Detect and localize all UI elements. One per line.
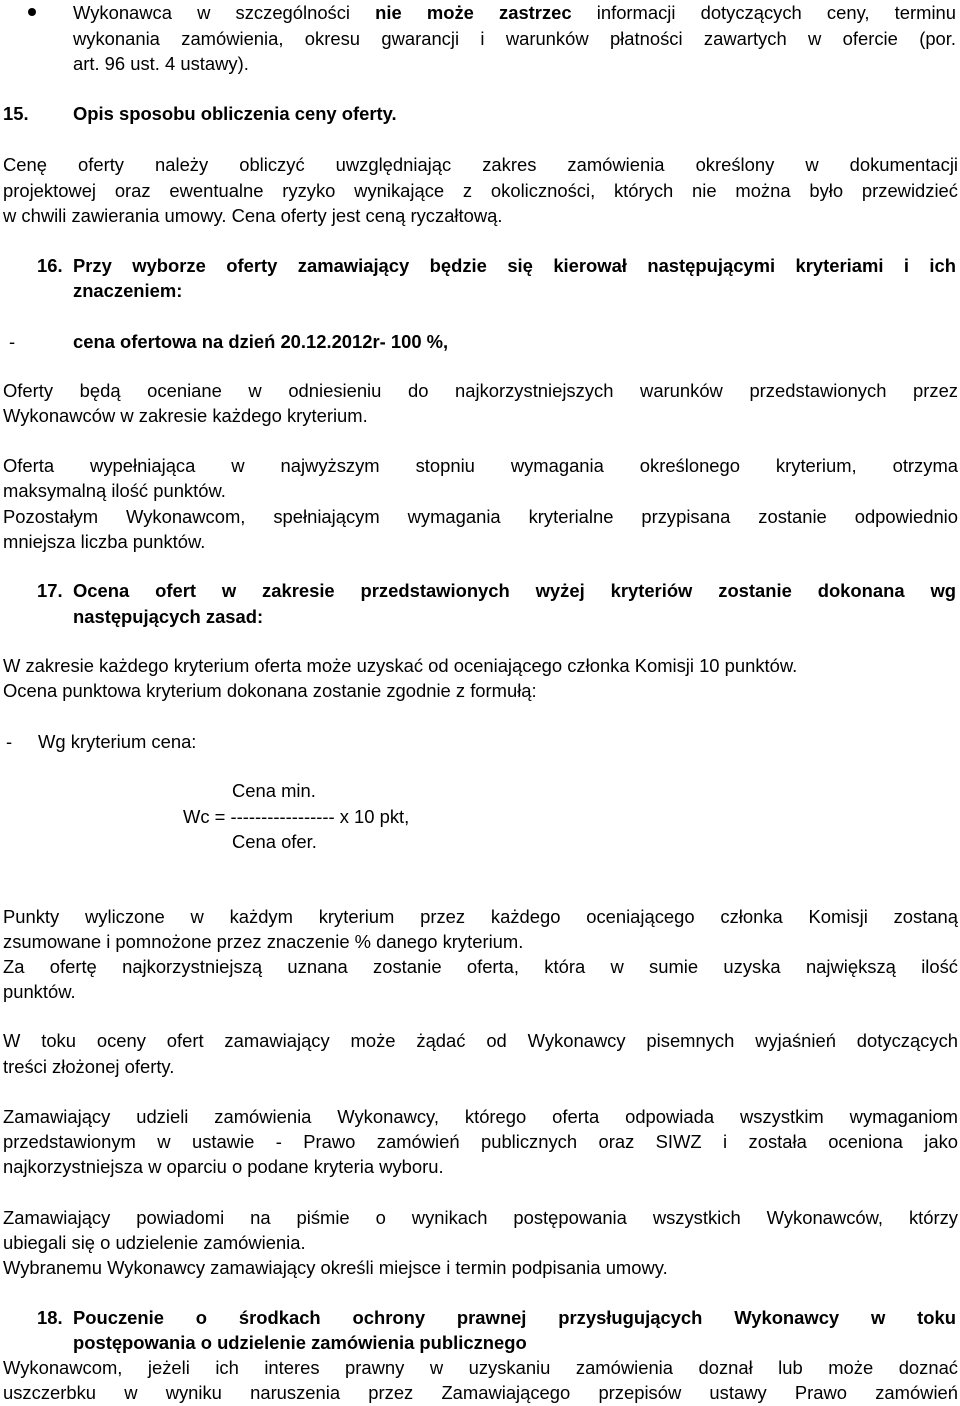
formula-numerator: Cena min. (232, 780, 316, 801)
s17-line-1: W zakresie każdego kryterium oferta może uzyskać od oceniającego członka Komisji 10 punktów. (3, 655, 798, 676)
section-17-title-1: Ocena ofert w zakresie przedstawionych wyżej kryteriów zostanie dokonana wg (73, 580, 956, 601)
s15-line-1: Cenę oferty należy obliczyć uwzględniając zakres zamówienia określony w dokumentacji (3, 154, 958, 175)
s17-q4-line-2: przedstawionym w ustawie - Prawo zamówień publicznych oraz SIWZ i została oceniona jako (3, 1131, 958, 1152)
s15-line-3: w chwili zawierania umowy. Cena oferty jest ceną ryczałtową. (3, 205, 503, 226)
s16-p1-line-1: Oferty będą oceniane w odniesieniu do najkorzystniejszych warunków przedstawionych przez (3, 380, 958, 401)
bullet-line-1: Wykonawca w szczególności nie może zastrzec informacji dotyczących ceny, terminu (73, 2, 956, 23)
s16-p1-line-2: Wykonawców w zakresie każdego kryterium. (3, 405, 368, 426)
s17-q4-line-1: Zamawiający udzieli zamówienia Wykonawcy, którego oferta odpowiada wszystkim wymaganiom (3, 1106, 958, 1127)
formula-dash: - (6, 731, 13, 752)
section-17-number: 17. (37, 580, 63, 601)
s17-line-2: Ocena punktowa kryterium dokonana zostanie zgodnie z formułą: (3, 680, 537, 701)
s16-p3-line-2: mniejsza liczba punktów. (3, 531, 206, 552)
formula-line: Wc = ----------------- x 10 pkt, (183, 806, 410, 827)
s17-q5-line-1: Zamawiający powiadomi na piśmie o wynikach postępowania wszystkich Wykonawców, którzy (3, 1207, 958, 1228)
s16-p2-line-1: Oferta wypełniająca w najwyższym stopniu wymagania określonego kryterium, otrzyma (3, 455, 958, 476)
s17-q3-line-1: W toku oceny ofert zamawiający może żądać od Wykonawcy pisemnych wyjaśnień dotyczących (3, 1030, 958, 1051)
section-16-number: 16. (37, 255, 63, 276)
bullet-icon (28, 8, 36, 16)
section-18-number: 18. (37, 1307, 63, 1328)
bullet-line-2: wykonania zamówienia, okresu gwarancji i warunków płatności zawartych w ofercie (por. (73, 28, 956, 49)
s17-q3-line-2: treści złożonej oferty. (3, 1056, 175, 1077)
section-15-number: 15. (3, 103, 29, 124)
s16-p3-line-1: Pozostałym Wykonawcom, spełniającym wymagania kryterialne przypisana zostanie odpowiednio (3, 506, 958, 527)
section-15-title: Opis sposobu obliczenia ceny oferty. (73, 103, 397, 124)
criterion-label: Wg kryterium cena: (38, 731, 197, 752)
s16-p2-line-2: maksymalną ilość punktów. (3, 480, 226, 501)
s15-line-2: projektowej oraz ewentualne ryzyko wynikające z okoliczności, których nie można było przewidzieć (3, 180, 958, 201)
criterion-dash: - (9, 331, 16, 352)
s17-q5-line-2: ubiegali się o udzielenie zamówienia. (3, 1232, 306, 1253)
s17-q2-line-2: punktów. (3, 981, 76, 1002)
s17-q1-line-1: Punkty wyliczone w każdym kryterium przez każdego oceniającego członka Komisji zostaną (3, 906, 958, 927)
section-18-title-2: postępowania o udzielenie zamówienia publicznego (73, 1332, 527, 1353)
section-16-title-2: znaczeniem: (73, 280, 183, 301)
criterion-price: cena ofertowa na dzień 20.12.2012r- 100 %, (73, 331, 449, 352)
s17-q2-line-1: Za ofertę najkorzystniejszą uznana zostanie oferta, która w sumie uzyska największą ilość (3, 956, 958, 977)
s17-q1-line-2: zsumowane i pomnożone przez znaczenie % danego kryterium. (3, 931, 524, 952)
section-17-title-2: następujących zasad: (73, 606, 264, 627)
s17-q4-line-3: najkorzystniejsza w oparciu o podane kryteria wyboru. (3, 1156, 444, 1177)
section-16-title-1: Przy wyborze oferty zamawiający będzie się kierował następującymi kryteriami i ich (73, 255, 956, 276)
bullet-line-3: art. 96 ust. 4 ustawy). (73, 53, 249, 74)
s18-line-1: Wykonawcom, jeżeli ich interes prawny w uzyskaniu zamówienia doznał lub może doznać (3, 1357, 958, 1378)
s18-line-2: uszczerbku w wyniku naruszenia przez Zamawiającego przepisów ustawy Prawo zamówień (3, 1382, 958, 1403)
s17-q6-line-1: Wybranemu Wykonawcy zamawiający określi miejsce i termin podpisania umowy. (3, 1257, 668, 1278)
formula-denominator: Cena ofer. (232, 831, 317, 852)
section-18-title-1: Pouczenie o środkach ochrony prawnej przysługujących Wykonawcy w toku (73, 1307, 956, 1328)
